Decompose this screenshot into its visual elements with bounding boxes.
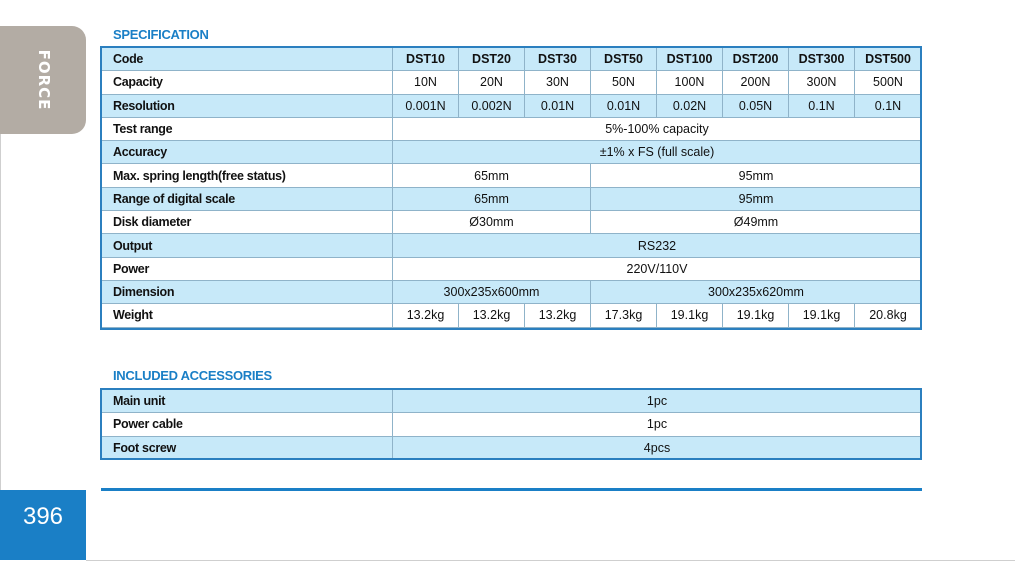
spec-cell: 20.8kg [855, 304, 922, 327]
spec-cell: 100N [657, 71, 723, 94]
spec-cell: 5%-100% capacity [393, 117, 922, 140]
spec-label: Accuracy [102, 141, 393, 164]
page-number-box [0, 490, 86, 560]
spec-cell: 200N [723, 71, 789, 94]
spec-row-max-spring [102, 164, 922, 187]
spec-cell: 500N [855, 71, 922, 94]
spec-cell: 95mm [591, 164, 922, 187]
accessory-row [102, 413, 922, 436]
spec-cell: DST500 [855, 48, 922, 71]
spec-cell: 30N [525, 71, 591, 94]
spec-cell: DST100 [657, 48, 723, 71]
accessory-row [102, 390, 922, 413]
spec-row-accuracy [102, 141, 922, 164]
page-number: 396 [22, 503, 64, 530]
bottom-rule [86, 560, 1015, 561]
spec-cell: 13.2kg [459, 304, 525, 327]
spec-cell: 0.001N [393, 94, 459, 117]
spec-row-output [102, 234, 922, 257]
accessory-row [102, 436, 922, 459]
spec-cell: 65mm [393, 164, 591, 187]
spec-label: Resolution [102, 94, 393, 117]
spec-cell: DST20 [459, 48, 525, 71]
spec-row-range-digital [102, 187, 922, 210]
section-divider [101, 488, 922, 491]
specification-title: SPECIFICATION [113, 27, 209, 42]
section-tab-label: FORCE [35, 49, 53, 111]
specification-table [101, 47, 922, 328]
spec-row-dimension [102, 280, 922, 303]
spec-cell: 20N [459, 71, 525, 94]
spec-cell: 10N [393, 71, 459, 94]
accessory-label: Power cable [102, 413, 393, 436]
spec-cell: 300x235x600mm [393, 280, 591, 303]
spec-cell: ±1% x FS (full scale) [393, 141, 922, 164]
spec-cell: 0.1N [789, 94, 855, 117]
spec-cell: Ø30mm [393, 211, 591, 234]
spec-label: Disk diameter [102, 211, 393, 234]
spec-row-code [102, 48, 922, 71]
spec-row-weight [102, 304, 922, 327]
spec-cell: 220V/110V [393, 257, 922, 280]
spec-cell: 19.1kg [723, 304, 789, 327]
left-margin-line [0, 134, 1, 490]
spec-cell: 95mm [591, 187, 922, 210]
spec-cell: 0.02N [657, 94, 723, 117]
spec-label: Output [102, 234, 393, 257]
spec-row-disk-diameter [102, 211, 922, 234]
spec-label: Capacity [102, 71, 393, 94]
spec-label: Test range [102, 117, 393, 140]
spec-cell: DST10 [393, 48, 459, 71]
spec-cell: RS232 [393, 234, 922, 257]
accessory-label: Main unit [102, 390, 393, 413]
spec-row-capacity [102, 71, 922, 94]
spec-cell: 50N [591, 71, 657, 94]
spec-cell: 17.3kg [591, 304, 657, 327]
accessory-qty: 4pcs [393, 436, 922, 459]
accessory-qty: 1pc [393, 413, 922, 436]
spec-cell: 0.01N [591, 94, 657, 117]
spec-cell: DST30 [525, 48, 591, 71]
spec-cell: 300x235x620mm [591, 280, 922, 303]
accessory-qty: 1pc [393, 390, 922, 413]
spec-cell: 0.002N [459, 94, 525, 117]
spec-cell: DST200 [723, 48, 789, 71]
section-tab [0, 26, 86, 134]
spec-row-power [102, 257, 922, 280]
spec-cell: 0.05N [723, 94, 789, 117]
spec-cell: Ø49mm [591, 211, 922, 234]
spec-label: Dimension [102, 280, 393, 303]
spec-label: Weight [102, 304, 393, 327]
spec-row-resolution [102, 94, 922, 117]
spec-cell: 0.01N [525, 94, 591, 117]
spec-cell: 300N [789, 71, 855, 94]
spec-cell: 65mm [393, 187, 591, 210]
spec-cell: 0.1N [855, 94, 922, 117]
spec-label: Power [102, 257, 393, 280]
spec-label: Range of digital scale [102, 187, 393, 210]
spec-cell: 19.1kg [789, 304, 855, 327]
spec-cell: 19.1kg [657, 304, 723, 327]
spec-label: Max. spring length(free status) [102, 164, 393, 187]
spec-cell: 13.2kg [525, 304, 591, 327]
spec-row-test-range [102, 117, 922, 140]
accessories-table [101, 389, 922, 460]
spec-cell: DST300 [789, 48, 855, 71]
accessory-label: Foot screw [102, 436, 393, 459]
spec-cell: 13.2kg [393, 304, 459, 327]
accessories-title: INCLUDED ACCESSORIES [113, 368, 272, 383]
spec-cell: DST50 [591, 48, 657, 71]
spec-label: Code [102, 48, 393, 71]
